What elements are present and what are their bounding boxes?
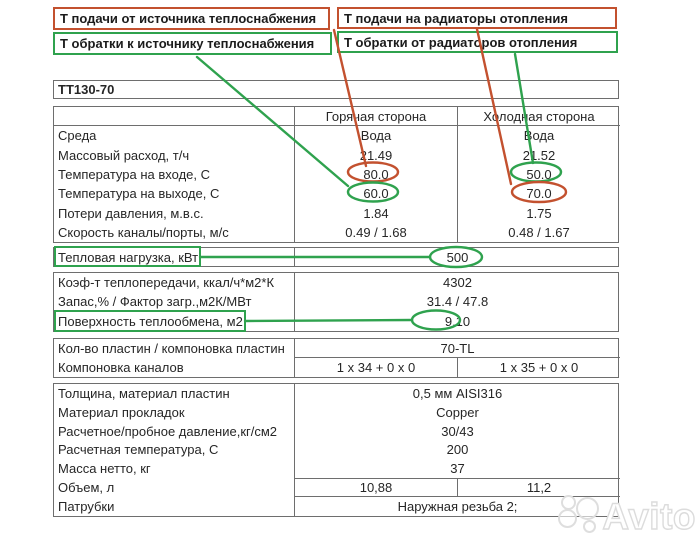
row-label-surface-area: Поверхность теплообмена, м2 [54, 312, 295, 331]
row-label-margin-fouling: Запас,% / Фактор загр.,м2К/МВт [54, 292, 295, 311]
row-label-channel-layout: Компоновка каналов [54, 358, 295, 377]
cell-surface-area: 9.10 [444, 313, 471, 329]
cell-mass-flow-hot: 21.49 [295, 146, 458, 165]
cell-volume-hot: 10,88 [295, 478, 458, 497]
row-label-nozzles: Патрубки [54, 497, 295, 516]
avito-logo-icon [558, 494, 600, 534]
cell-volume-cold: 11,2 [458, 478, 620, 497]
row-label-mass-flow: Массовый расход, т/ч [54, 146, 295, 165]
cell-gasket-material: Copper [436, 404, 479, 420]
table-coefficients [53, 272, 619, 332]
row-label-design-pressure: Расчетное/пробное давление,кг/см2 [54, 422, 295, 441]
label-return-to-source: Т обратки к источнику теплоснабжения [53, 32, 332, 55]
cell-pressure-drop-hot: 1.84 [295, 203, 458, 222]
row-label-net-mass: Масса нетто, кг [54, 459, 295, 478]
cell-medium-cold: Вода [523, 128, 555, 144]
cell-channel-layout-cold: 1 x 35 + 0 x 0 [499, 360, 579, 375]
cell-temp-in-cold: 50.0 [526, 166, 552, 182]
avito-watermark-text: Avito [602, 496, 696, 537]
cell-temp-out-hot: 60.0 [295, 184, 458, 203]
cell-temp-out-cold: 70.0 [526, 186, 552, 202]
cell-design-temperature: 200 [446, 442, 469, 458]
row-label-gasket-material: Материал прокладок [54, 403, 295, 422]
row-label-velocity: Скорость каналы/порты, м/с [54, 223, 295, 242]
avito-watermark [558, 494, 696, 537]
cell-plate-count: 70-TL [295, 339, 620, 358]
cell-mass-flow-cold: 21.52 [522, 147, 556, 163]
row-label-pressure-drop: Потери давления, м.в.с. [54, 203, 295, 222]
cell-temp-in-hot: 80.0 [295, 165, 458, 184]
table-construction [53, 383, 619, 517]
cell-margin-fouling: 31.4 / 47.8 [426, 294, 489, 310]
col-header-cold-side: Холодная сторона [458, 107, 620, 126]
row-label-heat-transfer-coef: Коэф-т теплопередачи, ккал/ч*м2*К [54, 273, 295, 292]
row-label-volume: Объем, л [54, 478, 295, 497]
cell-channel-layout-hot: 1 x 34 + 0 x 0 [295, 358, 458, 377]
row-label-medium: Среда [54, 126, 295, 145]
row-label-heat-load: Тепловая нагрузка, кВт [54, 248, 295, 266]
table-plates [53, 338, 619, 378]
table-heat-load [53, 247, 619, 267]
row-label-temp-in: Температура на входе, С [54, 165, 295, 184]
cell-medium-hot: Вода [295, 126, 458, 145]
cell-pressure-drop-cold: 1.75 [526, 205, 552, 221]
row-label-plate-thickness: Толщина, материал пластин [54, 384, 295, 403]
label-supply-from-source: Т подачи от источника теплоснабжения [53, 7, 330, 30]
row-label-temp-out: Температура на выходе, С [54, 184, 295, 203]
cell-design-pressure: 30/43 [441, 423, 474, 439]
cell-velocity-hot: 0.49 / 1.68 [295, 223, 458, 242]
cell-plate-thickness: 0,5 мм AISI316 [412, 385, 503, 401]
cell-heat-transfer-coef: 4302 [443, 275, 472, 291]
row-label-plate-count: Кол-во пластин / компоновка пластин [54, 339, 295, 358]
row-label-design-temperature: Расчетная температура, С [54, 441, 295, 460]
model-title: ТТ130-70 [53, 80, 619, 99]
table-corner-cell [54, 107, 295, 126]
label-return-from-radiators: Т обратки от радиаторов отопления [337, 31, 618, 53]
cell-velocity-cold: 0.48 / 1.67 [508, 224, 570, 240]
cell-nozzles: Наружная резьба 2; [397, 499, 518, 515]
cell-net-mass: 37 [450, 461, 465, 477]
col-header-hot-side: Горячая сторона [295, 107, 458, 126]
cell-heat-load-value: 500 [446, 249, 469, 265]
table-sides [53, 106, 619, 243]
label-supply-to-radiators: Т подачи на радиаторы отопления [337, 7, 617, 29]
